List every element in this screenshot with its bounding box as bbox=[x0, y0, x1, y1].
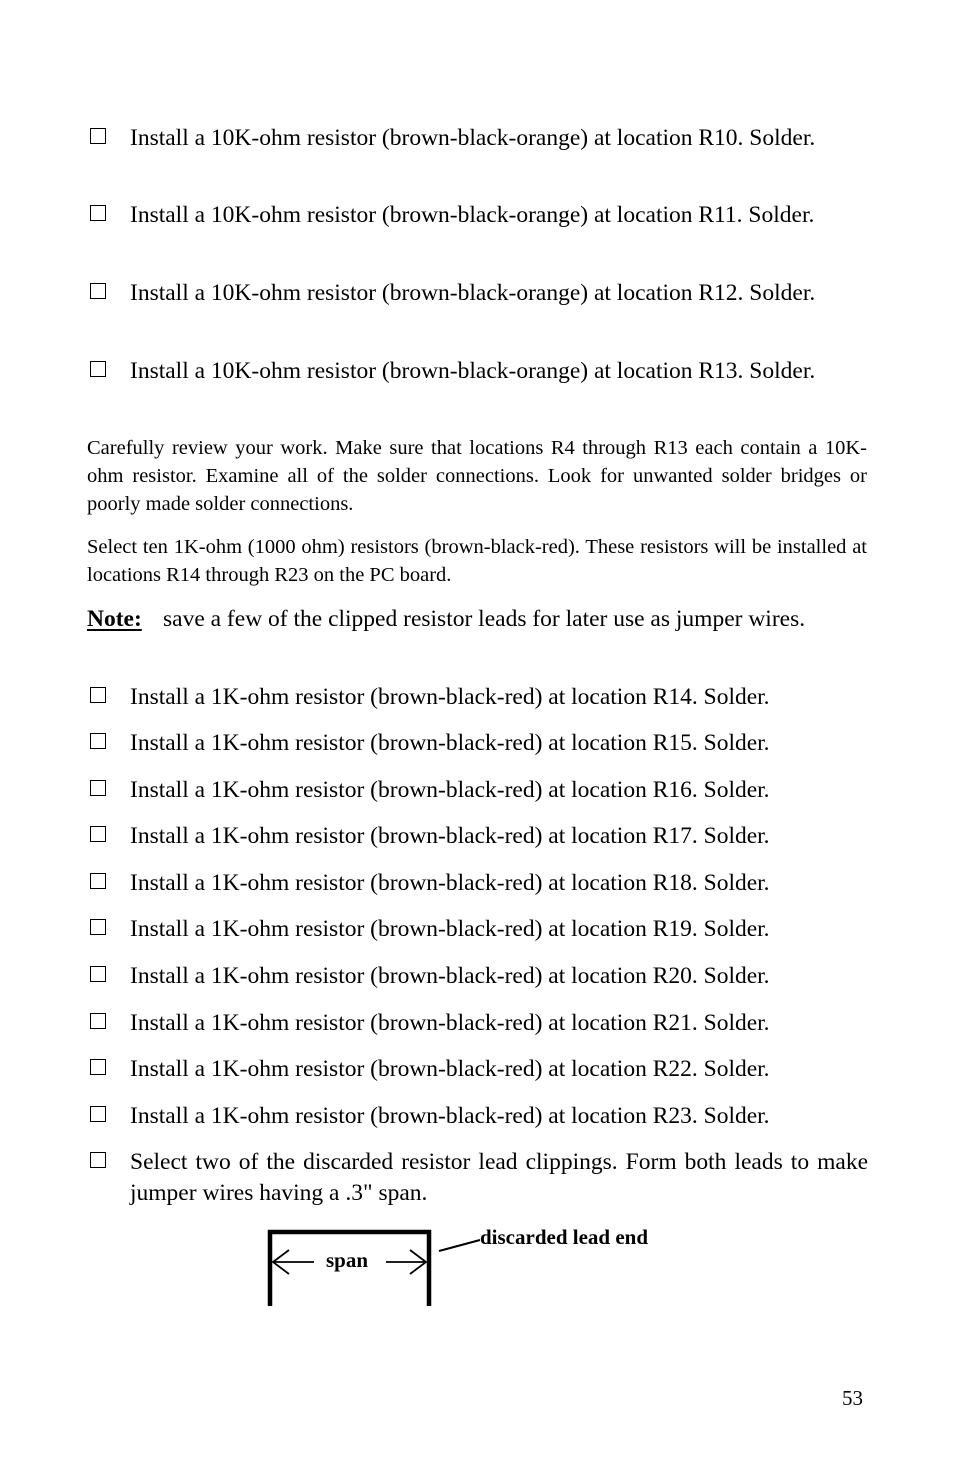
checkbox-icon[interactable] bbox=[90, 361, 106, 377]
step-text: Install a 1K-ohm resistor (brown-black-red) at location R20. Solder. bbox=[130, 963, 770, 989]
step-text: Install a 1K-ohm resistor (brown-black-red) at location R21. Solder. bbox=[130, 1010, 770, 1036]
step-install-r21 bbox=[88, 1008, 868, 1039]
discarded-lead-label: discarded lead end bbox=[480, 1225, 649, 1249]
checkbox-icon[interactable] bbox=[90, 780, 106, 796]
step-install-r10 bbox=[88, 123, 868, 154]
step-text: Install a 1K-ohm resistor (brown-black-red) at location R16. Solder. bbox=[130, 777, 770, 803]
step-install-r15 bbox=[88, 728, 868, 759]
step-form-jumpers bbox=[88, 1147, 868, 1209]
step-text: Install a 1K-ohm resistor (brown-black-red) at location R17. Solder. bbox=[130, 823, 770, 849]
checkbox-icon[interactable] bbox=[90, 687, 106, 703]
checkbox-icon[interactable] bbox=[90, 1106, 106, 1122]
checkbox-icon[interactable] bbox=[90, 919, 106, 935]
note-text: save a few of the clipped resistor leads for later use as jumper wires. bbox=[163, 606, 806, 632]
step-install-r16 bbox=[88, 775, 868, 806]
step-install-r11 bbox=[88, 200, 868, 231]
step-text: Install a 1K-ohm resistor (brown-black-red) at location R15. Solder. bbox=[130, 730, 770, 756]
checkbox-icon[interactable] bbox=[90, 826, 106, 842]
note-label bbox=[87, 604, 142, 635]
span-label: span bbox=[326, 1248, 369, 1272]
jumper-wire-diagram bbox=[262, 1222, 702, 1312]
step-text: Install a 1K-ohm resistor (brown-black-red) at location R18. Solder. bbox=[130, 870, 770, 896]
note-label-text: Note: bbox=[87, 606, 142, 632]
checkbox-icon[interactable] bbox=[90, 1059, 106, 1075]
step-text: Install a 1K-ohm resistor (brown-black-red) at location R22. Solder. bbox=[130, 1056, 770, 1082]
step-text: Install a 1K-ohm resistor (brown-black-red) at location R19. Solder. bbox=[130, 916, 770, 942]
checkbox-icon[interactable] bbox=[90, 873, 106, 889]
leader-line bbox=[439, 1240, 480, 1251]
step-install-r20 bbox=[88, 961, 868, 992]
step-install-r12 bbox=[88, 278, 868, 309]
step-install-r13 bbox=[88, 356, 868, 387]
step-install-r18 bbox=[88, 868, 868, 899]
select-paragraph: Select ten 1K-ohm (1000 ohm) resistors (brown-black-red). These resistors will be installed at locations R14 through R23 on the PC board. bbox=[87, 536, 867, 586]
checkbox-icon[interactable] bbox=[90, 1013, 106, 1029]
checkbox-icon[interactable] bbox=[90, 966, 106, 982]
step-text: Install a 10K-ohm resistor (brown-black-orange) at location R12. Solder. bbox=[130, 280, 816, 306]
step-install-r19 bbox=[88, 914, 868, 945]
step-install-r17 bbox=[88, 821, 868, 852]
step-text: Install a 10K-ohm resistor (brown-black-orange) at location R13. Solder. bbox=[130, 358, 816, 384]
step-text: Install a 1K-ohm resistor (brown-black-red) at location R14. Solder. bbox=[130, 684, 770, 710]
step-install-r14 bbox=[88, 682, 868, 713]
step-text: Install a 1K-ohm resistor (brown-black-red) at location R23. Solder. bbox=[130, 1103, 770, 1129]
step-text: Install a 10K-ohm resistor (brown-black-orange) at location R10. Solder. bbox=[130, 125, 816, 151]
checkbox-icon[interactable] bbox=[90, 733, 106, 749]
checkbox-icon[interactable] bbox=[90, 205, 106, 221]
review-paragraph: Carefully review your work. Make sure that locations R4 through R13 each contain a 10K-ohm resistor. Examine all of the solder connections. Look for unwanted solder bridges or poorly made solder connections. bbox=[87, 437, 867, 515]
step-text: Select two of the discarded resistor lead clippings. Form both leads to make jumper wires having a .3" span. bbox=[130, 1149, 868, 1206]
step-text: Install a 10K-ohm resistor (brown-black-orange) at location R11. Solder. bbox=[130, 202, 815, 228]
checkbox-icon[interactable] bbox=[90, 283, 106, 299]
checkbox-icon[interactable] bbox=[90, 128, 106, 144]
checkbox-icon[interactable] bbox=[90, 1152, 106, 1168]
page-number: 53 bbox=[842, 1386, 863, 1410]
step-install-r22 bbox=[88, 1054, 868, 1085]
note-block bbox=[87, 604, 867, 635]
step-install-r23 bbox=[88, 1101, 868, 1132]
